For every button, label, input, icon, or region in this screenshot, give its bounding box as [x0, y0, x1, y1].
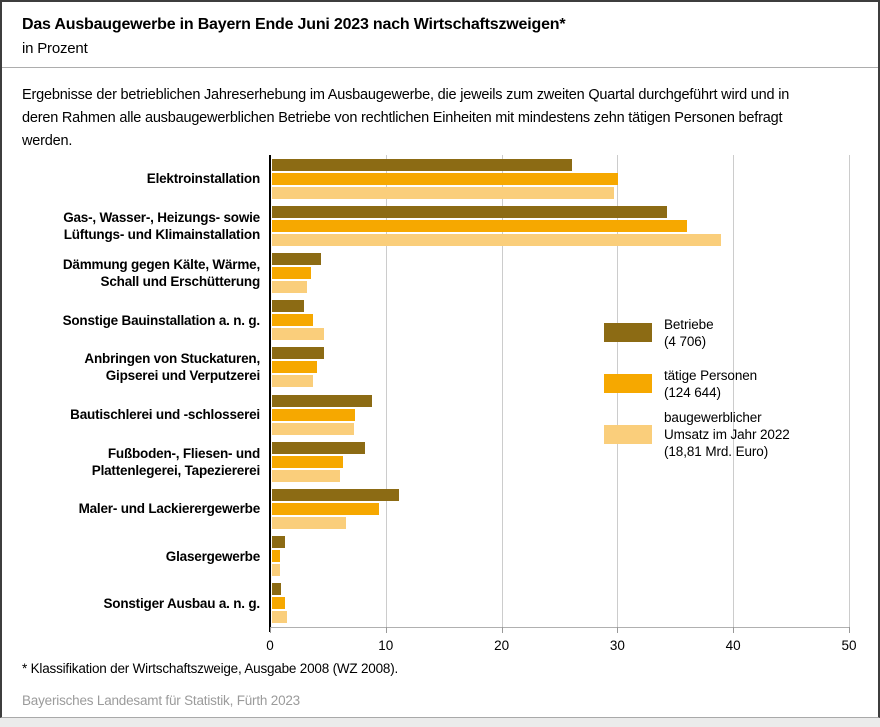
legend-swatch [604, 323, 652, 342]
x-tick-mark [502, 627, 503, 633]
category-label [18, 297, 260, 344]
bar-t-tige-personen [272, 173, 618, 185]
legend-item [604, 409, 864, 460]
bar-betriebe [272, 206, 667, 218]
category-label-text: Sonstige Bauinstallation a. n. g. [62, 312, 260, 328]
y-axis-line [269, 155, 271, 632]
bar-baugewerblicher-umsatz-im-jahr [272, 281, 307, 293]
category-label [18, 344, 260, 391]
legend-label: tätige Personen (124 644) [664, 367, 758, 400]
bar-t-tige-personen [272, 409, 355, 421]
category-label [18, 391, 260, 438]
bar-betriebe [272, 489, 399, 501]
bar-t-tige-personen [272, 597, 285, 609]
bar-t-tige-personen [272, 361, 317, 373]
chart-description: Ergebnisse der betrieblichen Jahreserhebung im Ausbaugewerbe, die jeweils zum zweiten Quartal durchgeführt wird und in deren Rahmen alle ausbaugewerblichen Betriebe von rechtlichen Einheiten mit mindestens zehn tätigen Personen befragt werden. [22, 87, 790, 149]
category-label-text: Glasergewerbe [165, 548, 260, 564]
bar-baugewerblicher-umsatz-im-jahr [272, 234, 721, 246]
bar-betriebe [272, 300, 304, 312]
category-label-text: Elektroinstallation [146, 171, 260, 187]
category-label [18, 533, 260, 580]
bar-betriebe [272, 347, 324, 359]
x-tick-mark [386, 627, 387, 633]
bar-baugewerblicher-umsatz-im-jahr [272, 517, 346, 529]
x-tick-mark [617, 627, 618, 633]
category-label [18, 155, 260, 202]
bar-t-tige-personen [272, 550, 280, 562]
bar-betriebe [272, 536, 285, 548]
bar-t-tige-personen [272, 314, 313, 326]
page-subtitle: in Prozent [22, 40, 88, 57]
x-tick-label: 20 [494, 638, 510, 653]
bar-baugewerblicher-umsatz-im-jahr [272, 375, 313, 387]
category-label-text: Gas-, Wasser-, Heizungs- sowie Lüftungs- und Klimainstallation [63, 209, 260, 242]
x-tick-label: 50 [841, 638, 857, 653]
category-label [18, 202, 260, 249]
category-label-text: Dämmung gegen Kälte, Wärme, Schall und Erschütterung [62, 256, 260, 289]
page-title: Das Ausbaugewerbe in Bayern Ende Juni 2023 nach Wirtschaftszweigen* [22, 16, 566, 33]
x-tick-mark [270, 627, 271, 633]
x-tick-label: 10 [378, 638, 394, 653]
footnote: * Klassifikation der Wirtschaftszweige, Ausgabe 2008 (WZ 2008). [22, 661, 399, 676]
x-tick-mark [849, 627, 850, 633]
bar-baugewerblicher-umsatz-im-jahr [272, 611, 287, 623]
bar-t-tige-personen [272, 456, 343, 468]
category-label-text: Maler- und Lackierergewerbe [78, 501, 260, 517]
bar-betriebe [272, 583, 281, 595]
category-label [18, 249, 260, 296]
legend-label: Betriebe (4 706) [664, 316, 714, 349]
legend-label: baugewerblicher Umsatz im Jahr 2022 (18,81 Mrd. Euro) [664, 410, 790, 459]
category-label [18, 438, 260, 485]
bar-baugewerblicher-umsatz-im-jahr [272, 328, 324, 340]
legend-swatch [604, 374, 652, 393]
bar-t-tige-personen [272, 503, 379, 515]
legend-swatch [604, 425, 652, 444]
bar-baugewerblicher-umsatz-im-jahr [272, 564, 280, 576]
category-label [18, 485, 260, 532]
bar-baugewerblicher-umsatz-im-jahr [272, 187, 614, 199]
category-label-text: Fußboden-, Fliesen- und Plattenlegerei, Tapeziererei [91, 445, 260, 478]
bar-betriebe [272, 159, 572, 171]
x-tick-mark [733, 627, 734, 633]
x-axis-line [270, 627, 849, 628]
x-tick-label: 40 [725, 638, 741, 653]
x-tick-label: 30 [609, 638, 625, 653]
bar-betriebe [272, 253, 321, 265]
bar-betriebe [272, 395, 372, 407]
bar-baugewerblicher-umsatz-im-jahr [272, 423, 354, 435]
legend-item [604, 307, 864, 358]
category-label-text: Sonstiger Ausbau a. n. g. [103, 595, 260, 611]
chart-legend [604, 307, 864, 460]
bar-t-tige-personen [272, 220, 687, 232]
bar-betriebe [272, 442, 365, 454]
category-label [18, 580, 260, 627]
legend-item [604, 358, 864, 409]
x-tick-label: 0 [266, 638, 274, 653]
source-note: Bayerisches Landesamt für Statistik, Fürth 2023 [22, 693, 300, 708]
category-label-text: Bautischlerei und -schlosserei [70, 407, 260, 423]
bar-baugewerblicher-umsatz-im-jahr [272, 470, 340, 482]
category-label-text: Anbringen von Stuckaturen, Gipserei und Verputzerei [84, 351, 260, 384]
bar-t-tige-personen [272, 267, 311, 279]
